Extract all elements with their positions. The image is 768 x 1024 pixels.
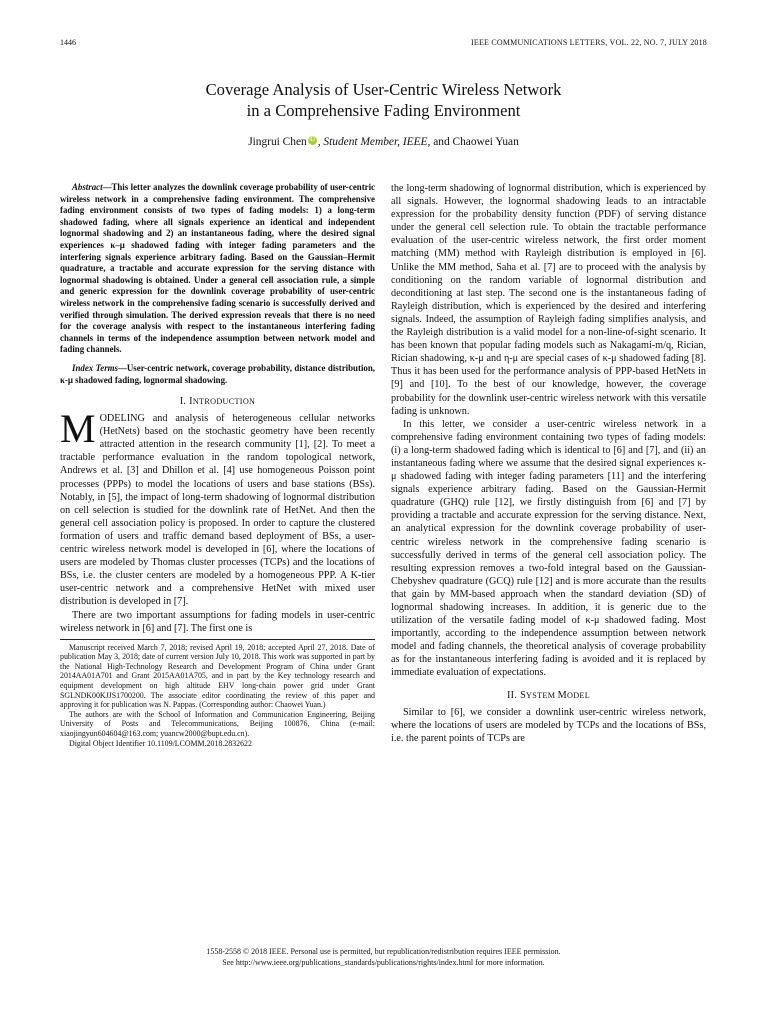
section-heading-introduction	[60, 396, 375, 407]
section-title-initial-2: M	[557, 689, 567, 701]
title-line-2: in a Comprehensive Fading Environment	[246, 101, 521, 120]
footnote-divider	[60, 639, 375, 640]
right-paragraph-2: In this letter, we consider a user-centric wireless network in a comprehensive fading environment containing two types of fading models: (i) a long-term shadowed fading which is identical to [6] and [7], and (ii) an instantaneous fading where we assume that the desired signal experiences κ-μ shadowed fading with integer fading parameters [11] and the interfering signals experience arbitrary fading. Based on the Gaussian-Hermit quadrature (GHQ) rule [12], we firstly distinguish from [6] and [7] by providing a tractable and accurate expression for the serving distance. Next, an analytical expression for the downlink coverage probability of user-centric wireless network in the comprehensive fading scenario is successfully derived in terms of the general cell association policy. The resulting expression removes a two-fold integral based on the Gaussian-Chebyshev quadrature (GCQ) rule [12] and is more accurate than the results that gain by MM-based approach when the standard deviation (SD) of lognormal shadowing increases. In addition, it is generic due to the utilization of the versatile fading model of κ-μ shadowed fading. Most importantly, according to the independence assumption between network model and fading channels, the theoretical analysis of coverage probability as for the instantaneous interfering fading is avoided and it is replaced by immediate evaluation of expectations.	[391, 418, 706, 679]
left-column	[60, 182, 375, 748]
abstract	[60, 182, 375, 356]
section-title-rest: NTRODUCTION	[192, 397, 256, 407]
abstract-text: —This letter analyzes the downlink coverage probability of user-centric wireless network in a comprehensive fading environment. The comprehensive fading environment consists of two types of fading models: 1) a long-term shadowed fading, where all signals experience an identical and independent lognormal shadowing and 2) an instantaneous fading, where the desired signal experiences κ–μ shadowed fading with integer fading parameters and the interfering signals experience arbitrary fading. Based on the Gaussian–Hermit quadrature, a tractable and accurate expression for the serving distance with lognormal shadowing is obtained. Under a general cell association rule, a simple and generic expression for the downlink coverage probability of user-centric wireless network in the comprehensive fading scenario is successfully derived and verified through simulation. The derived expression reveals that there is no need for the coverage analysis with respect to the instantaneous interfering fading channels in terms of the independence assumption between network model and fading channels.	[60, 182, 375, 355]
copyright-line-2[interactable]: See http://www.ieee.org/publications_standards/publications/rights/index.html for more information.	[222, 957, 545, 967]
page-number: 1446	[60, 38, 76, 47]
section-title-initial: S	[520, 689, 527, 701]
section-title-initial: I	[189, 396, 193, 408]
section-numeral: I.	[179, 396, 187, 408]
section-heading-system-model	[391, 690, 706, 701]
author-name-1: Jingrui Chen	[248, 136, 307, 148]
section-title-rest: ODEL	[567, 690, 591, 700]
section-numeral: II.	[506, 689, 518, 701]
author-membership: , Student Member, IEEE,	[317, 136, 431, 148]
drop-cap: M	[60, 406, 96, 452]
index-terms-label: Index Terms	[72, 362, 119, 373]
abstract-label: Abstract	[72, 182, 103, 192]
author-line	[60, 136, 707, 148]
right-paragraph-1: the long-term shadowing of lognormal distribution, which is experienced by all signals. However, the lognormal shadowing leads to an intractable expression for the probability density function (PDF) of serving distance under the general cell selection rule. To obtain the tractable performance evaluation of the user-centric wireless network, the first order moment matching (MM) method with Rayleigh distribution is employed in [6]. Unlike the MM method, Saha et al. [7] are to proceed with the analysis by conditioning on the random variable of lognormal distribution and deconditioning at last step. The second one is the instantaneous fading of Rayleigh distribution, which is experienced by the desired and interfering signals. Indeed, the assumption of Rayleigh fading simplifies analysis, and the Rayleigh distribution is a valid model for a non-line-of-sight scenario. It has been known that popular fading models such as Nakagami-m/q, Rician, Rician shadowing, κ-μ and η-μ are special cases of κ-μ shadowed fading [8]. Thus it has been used for the performance analysis of PPP-based HetNets in [9] and [10]. To the best of our knowledge, however, the coverage probability for the downlink user-centric wireless network with this versatile fading is unknown.	[391, 183, 706, 417]
index-terms	[60, 363, 375, 386]
copyright-line-1: 1558-2558 © 2018 IEEE. Personal use is permitted, but republication/redistribution requires IEEE permission.	[206, 947, 561, 956]
right-column	[391, 182, 706, 745]
intro-paragraph-2: There are two important assumptions for fading models in user-centric wireless network in [6] and [7]. The first one is	[60, 609, 375, 634]
section-title-mid: YSTEM	[526, 690, 558, 700]
footnote-doi[interactable]: Digital Object Identifier 10.1109/LCOMM.2018.2832622	[69, 738, 252, 748]
title-line-1: Coverage Analysis of User-Centric Wireless Network	[205, 80, 562, 99]
right-paragraph-3: Similar to [6], we consider a downlink user-centric wireless network, where the locations of users are modeled by TCPs and the locations of BSs, i.e. the parent points of TCPs are	[391, 706, 706, 744]
index-terms-text: —User-centric network, coverage probability, distance distribution, κ-μ shadowed fading, lognormal shadowing.	[60, 362, 376, 385]
intro-paragraph-1	[60, 406, 375, 608]
author-name-2: and Chaowei Yuan	[430, 136, 519, 148]
orcid-icon[interactable]: iD	[309, 137, 316, 143]
footnote-affiliation: The authors are with the School of Information and Communication Engineering, Beijing University of Posts and Telecommunications, Beijing 100876, China (e-mail: xiaojingyun604604@163.com; yuancw2000@bupt.edu.cn).	[60, 709, 375, 739]
copyright-notice	[60, 947, 707, 968]
footnote-received: Manuscript received March 7, 2018; revised April 19, 2018; accepted April 27, 2018. Date of publication May 3, 2018; date of current version July 10, 2018. This work was supported in part by the National High-Technology Research and Development Program of China under Grant 2014AA01A701 and Grant 2015AA01A705, and in part by the Key technology research and equipment development on high altitude EHV long-chain power grid under Grant SGLNDK00KJJS1700200. The associate editor coordinating the review of this paper and approving it for publication was N. Pappas. (Corresponding author: Chaowei Yuan.)	[60, 642, 375, 710]
journal-citation: IEEE COMMUNICATIONS LETTERS, VOL. 22, NO. 7, JULY 2018	[471, 38, 707, 47]
running-header	[60, 38, 707, 50]
intro-paragraph-1-text: ODELING and analysis of heterogeneous cellular networks (HetNets) based on the stochastic geometry have been recently attracted attention in the research community [1], [2]. To meet a tractable performance evaluation in the random topological network, Andrews et al. [3] and Dhillon et al. [4] use homogeneous Poisson point processes (PPPs) to model the locations of users and base stations (BSs). Notably, in [5], the impact of long-term shadowing of lognormal distribution on cell selection is studied for the downlink rate of HetNet. And then the general cell association policy is proposed. In order to capture the clustered formation of users and traffic demand based deployment of BSs, a user-centric wireless network model is developed in [6], where the locations of users are modeled by Thomas cluster processes (TCPs) and the locations of BSs, i.e. the cluster centers are modeled by a homogeneous PPP. A K-tier user-centric network and a comprehensive HetNet with mixed user distribution is developed in [7].	[60, 413, 375, 608]
paper-title	[60, 79, 707, 121]
